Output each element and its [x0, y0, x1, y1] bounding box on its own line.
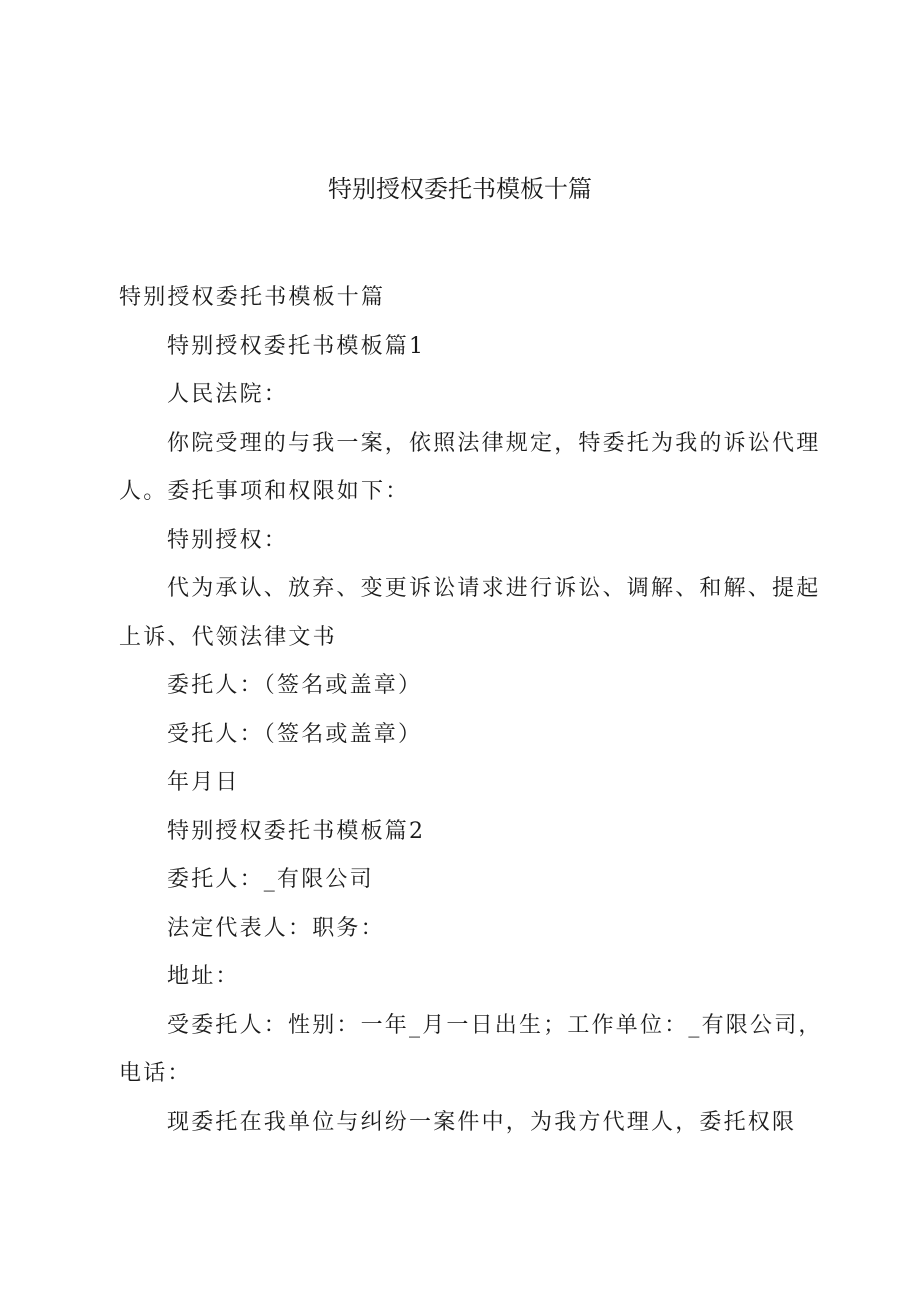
paragraph-section-1-title: 特别授权委托书模板篇1 [167, 333, 426, 359]
document-title: 特别授权委托书模板十篇 [328, 175, 592, 203]
paragraph-mandate: 现委托在我单位与纠纷一案件中，为我方代理人，委托权限 [167, 1109, 797, 1135]
paragraph-body: 你院受理的与我一案，依照法律规定，特委托为我的诉讼代理人。委托事项和权限如下： [119, 430, 821, 504]
paragraph-special-authority: 特别授权： [167, 527, 289, 553]
document-body [119, 274, 831, 1147]
paragraph-agent-details: 受委托人：性别：一年_月一日出生；工作单位：_有限公司，电话： [119, 1012, 823, 1086]
paragraph-authority-scope: 代为承认、放弃、变更诉讼请求进行诉讼、调解、和解、提起上诉、代领法律文书 [119, 576, 821, 650]
paragraph-date: 年月日 [167, 770, 240, 795]
paragraph-section-2-title: 特别授权委托书模板篇2 [167, 818, 426, 844]
paragraph-principal-signature: 委托人：（签名或盖章） [167, 673, 423, 698]
paragraph-agent-signature: 受托人：（签名或盖章） [167, 721, 423, 747]
paragraph-principal: 委托人：_有限公司 [167, 867, 374, 892]
paragraph-heading: 特别授权委托书模板十篇 [119, 285, 386, 310]
paragraph-addressee: 人民法院： [167, 382, 289, 407]
paragraph-legal-representative: 法定代表人：职务： [167, 915, 385, 941]
paragraph-address: 地址： [167, 964, 240, 989]
